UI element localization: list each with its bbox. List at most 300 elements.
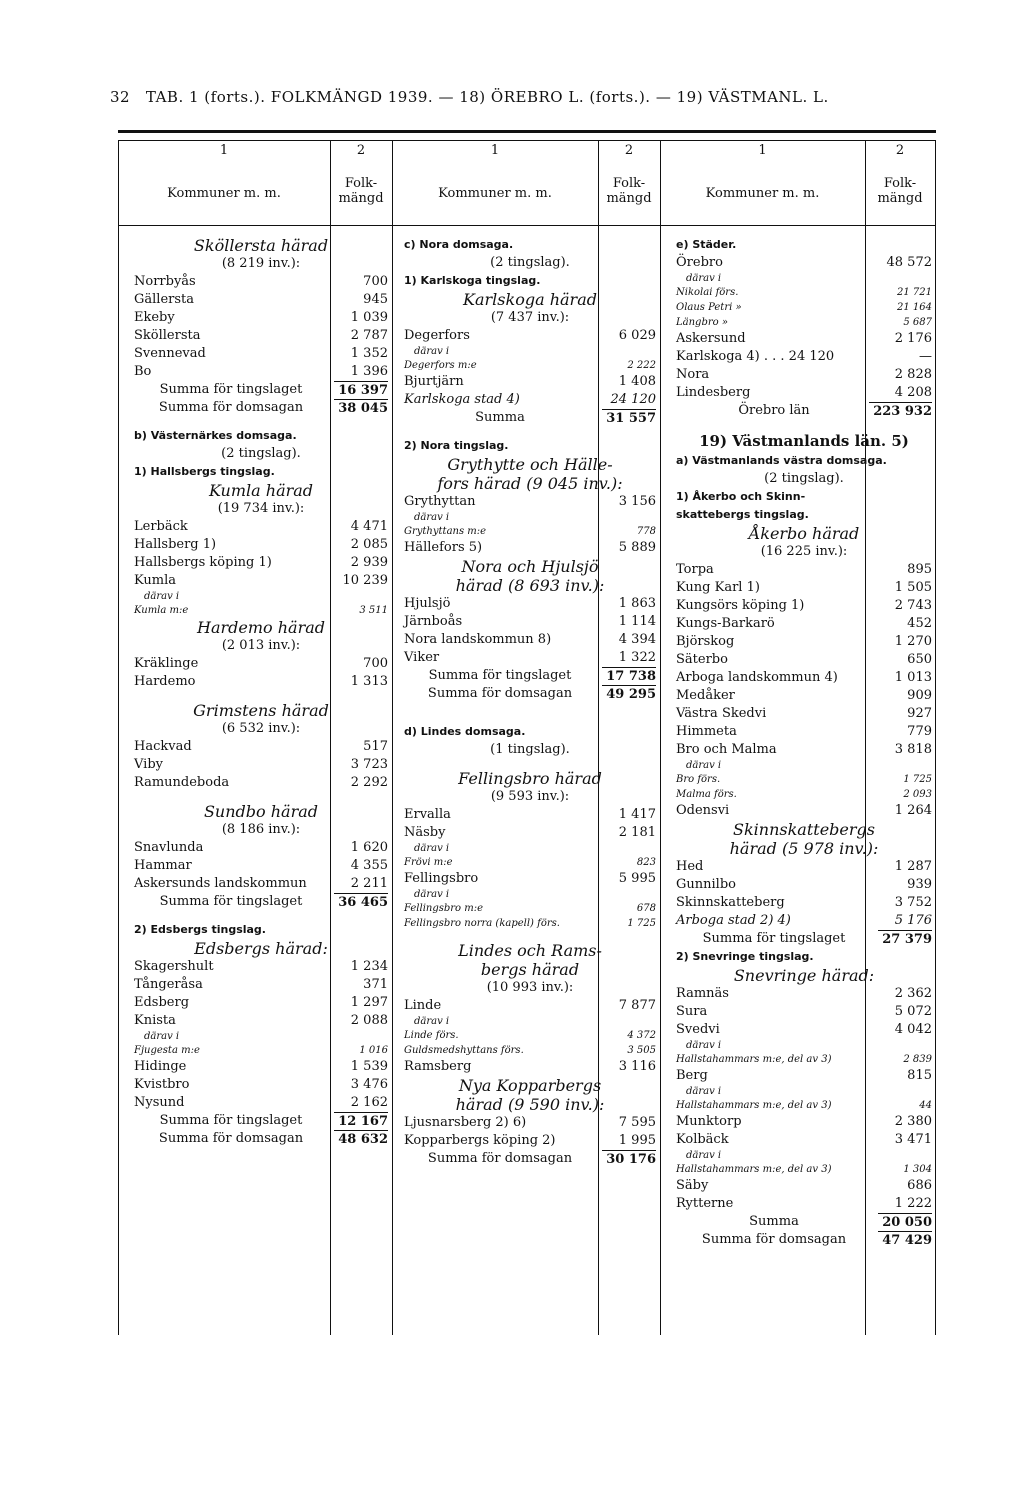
table-row [134, 363, 388, 381]
county-heading: 19) Västmanlands län. 5) [699, 432, 909, 450]
table-row [134, 1058, 388, 1076]
row-label: Edsberg [134, 995, 190, 1010]
row-label: Arboga landskommun 4) [676, 670, 838, 685]
row-value: 1 505 [894, 580, 932, 595]
spacer [404, 931, 656, 941]
row-label: därav i [686, 1040, 722, 1051]
sub-entry-row [676, 300, 932, 315]
table-row [404, 373, 656, 391]
row-label: Nikolai förs. [676, 287, 739, 298]
colhead-kommuner: Kommuner m. m. [167, 186, 281, 201]
row-label: Summa för domsagan [427, 1151, 573, 1166]
row-label: därav i [144, 1031, 180, 1042]
table-row [676, 669, 932, 687]
row-label: Kumla m:e [134, 605, 189, 616]
row-value: 3 723 [350, 757, 388, 772]
section-heading: a) Västmanlands västra domsaga. [676, 454, 887, 467]
table-row [134, 738, 388, 756]
row-label: Summa [749, 1214, 799, 1229]
table-row [676, 723, 932, 741]
district-heading: Edsbergs härad: [194, 939, 328, 958]
district-subheading: (8 219 inv.): [221, 256, 301, 271]
sum-row [404, 685, 656, 703]
row-label: Hjulsjö [404, 596, 451, 611]
row-label: Björskog [676, 634, 735, 649]
row-label: därav i [414, 889, 450, 900]
row-label: Linde förs. [404, 1030, 459, 1041]
row-label: Bro förs. [676, 774, 721, 785]
row-label: Grythyttans m:e [404, 526, 487, 537]
row-label: Ervalla [404, 807, 451, 822]
row-value: — [919, 349, 932, 364]
row-value: 21 721 [897, 287, 932, 298]
spacer [134, 911, 388, 921]
colhead-kommuner: Kommuner m. m. [705, 186, 820, 201]
district-heading: bergs härad [480, 960, 580, 979]
table-row [404, 493, 656, 511]
sum-row [676, 930, 932, 948]
row-value: 12 167 [334, 1112, 388, 1131]
row-value: 2 839 [903, 1054, 932, 1065]
row-value: 2 939 [350, 555, 388, 570]
district-subheading: (7 437 inv.): [490, 310, 570, 325]
row-value: 1 222 [894, 1196, 932, 1211]
table-row [676, 579, 932, 597]
sum-row [676, 402, 932, 420]
row-value: 650 [907, 652, 932, 667]
row-label: Gällersta [134, 292, 195, 307]
sum-row [676, 1213, 932, 1231]
row-label: Summa för tingslaget [159, 894, 303, 909]
table-row [676, 597, 932, 615]
row-label: Hallsbergs köping 1) [134, 555, 272, 570]
row-label: Askersund [676, 331, 746, 346]
spacer [676, 420, 932, 430]
district-heading: Hardemo härad [196, 618, 325, 637]
row-value: 24 120 [610, 392, 656, 407]
row-value: 48 632 [334, 1130, 388, 1149]
row-label: Sura [676, 1004, 708, 1019]
district-heading: Karlskoga härad [463, 290, 597, 309]
row-value: 47 429 [878, 1231, 932, 1250]
district-heading: Grythytte och Hälle- [447, 455, 613, 474]
row-label: Nora landskommun 8) [404, 632, 552, 647]
section-heading: b) Västernärkes domsaga. [134, 429, 297, 442]
row-value: 5 072 [894, 1004, 932, 1019]
row-label: Snavlunda [134, 840, 204, 855]
row-label: därav i [414, 346, 450, 357]
table-row [676, 615, 932, 633]
vline [935, 140, 936, 1335]
row-label: Hällefors 5) [404, 540, 483, 555]
row-value: 2 743 [894, 598, 932, 613]
row-label: Bro och Malma [676, 742, 777, 757]
row-label: Hed [676, 859, 704, 874]
spacer [404, 703, 656, 713]
row-label: Summa för domsagan [158, 400, 304, 415]
spacer [404, 713, 656, 723]
section-heading: d) Lindes domsaga. [404, 725, 526, 738]
row-label: Degerfors m:e [404, 360, 477, 371]
row-value: 1 013 [894, 670, 932, 685]
row-label: Knista [134, 1013, 176, 1028]
row-label: Längbro » [676, 317, 728, 328]
table-row [134, 273, 388, 291]
subnote-row [404, 842, 656, 855]
row-label: Summa för tingslaget [159, 1113, 303, 1128]
table-row [676, 330, 932, 348]
district-heading: Skinnskattebergs [733, 820, 875, 839]
row-value: 517 [363, 739, 388, 754]
sub-entry-row [676, 285, 932, 300]
row-value: 779 [907, 724, 932, 739]
row-label: därav i [144, 591, 180, 602]
row-value: 3 511 [359, 605, 388, 616]
table-row [134, 572, 388, 590]
row-label: därav i [414, 512, 450, 523]
sum-row [134, 1130, 388, 1148]
table-row [134, 345, 388, 363]
row-label: Näsby [404, 825, 446, 840]
vline [118, 140, 119, 1335]
row-label: Himmeta [676, 724, 737, 739]
row-label: Askersunds landskommun [134, 876, 307, 891]
district-heading: Sköllersta härad [193, 236, 329, 255]
row-label: Viker [404, 650, 440, 665]
row-label: Summa för domsagan [158, 1131, 304, 1146]
sub-entry-row [676, 772, 932, 787]
district-heading: Lindes och Rams- [458, 941, 602, 960]
sub-entry-row [676, 1052, 932, 1067]
table-row [134, 536, 388, 554]
header-bottom-rule [118, 225, 936, 226]
colhead-num: 1 [219, 143, 229, 158]
row-label: Västra Skedvi [676, 706, 767, 721]
colhead-num: 1 [490, 143, 500, 158]
sum-row [676, 1231, 932, 1249]
row-value: 30 176 [602, 1150, 656, 1169]
sub-entry-row [676, 315, 932, 330]
colhead-folkmangd: Folk- mängd [338, 176, 384, 206]
row-label: därav i [686, 1150, 722, 1161]
colhead-folkmangd: Folk- mängd [606, 176, 652, 206]
table-row [134, 327, 388, 345]
row-label: Lerbäck [134, 519, 188, 534]
row-value: 4 372 [627, 1030, 656, 1041]
sum-row [134, 381, 388, 399]
table-row [404, 824, 656, 842]
row-value: 6 029 [618, 328, 656, 343]
row-value: 452 [907, 616, 932, 631]
row-label: Kungs-Barkarö [676, 616, 775, 631]
row-value: 1 408 [618, 374, 656, 389]
table-row [676, 633, 932, 651]
row-label: Järnboås [404, 614, 463, 629]
section-heading: 1) Karlskoga tingslag. [404, 274, 541, 287]
row-value: 1 352 [350, 346, 388, 361]
row-label: Lindesberg [676, 385, 751, 400]
row-label: Summa för domsagan [701, 1232, 847, 1247]
row-label: Grythyttan [404, 494, 476, 509]
spacer [404, 427, 656, 437]
row-label: Guldsmedshyttans förs. [404, 1045, 524, 1056]
row-label: därav i [686, 760, 722, 771]
table-row [404, 595, 656, 613]
district-heading: Snevringe härad: [733, 966, 875, 985]
sub-entry-row [404, 855, 656, 870]
row-value: 1 417 [618, 807, 656, 822]
row-label: Kung Karl 1) [676, 580, 760, 595]
row-label: Skagershult [134, 959, 214, 974]
subnote-row [404, 511, 656, 524]
row-value: 3 505 [627, 1045, 656, 1056]
colhead-folkmangd: Folk- mängd [877, 176, 923, 206]
row-value: 939 [907, 877, 932, 892]
row-value: 7 595 [618, 1115, 656, 1130]
table-row [676, 741, 932, 759]
row-value: 223 932 [869, 402, 932, 421]
section-heading: skattebergs tingslag. [676, 508, 809, 521]
row-label: Linde [404, 998, 442, 1013]
row-label: Kvistbro [134, 1077, 190, 1092]
table-row [676, 687, 932, 705]
section-heading: 2) Edsbergs tingslag. [134, 923, 266, 936]
table-row [676, 894, 932, 912]
table-row [676, 705, 932, 723]
district-subheading: (2 013 inv.): [221, 638, 301, 653]
row-value: 17 738 [602, 667, 656, 686]
table-row [404, 613, 656, 631]
row-value: 3 116 [618, 1059, 656, 1074]
row-value: 1 539 [350, 1059, 388, 1074]
district-subheading: (2 tingslag). [490, 255, 570, 270]
row-value: 3 476 [350, 1077, 388, 1092]
row-value: 5 995 [618, 871, 656, 886]
row-value: 7 877 [618, 998, 656, 1013]
table-row [404, 1132, 656, 1150]
district-subheading: (2 tingslag). [764, 471, 844, 486]
spacer [404, 759, 656, 769]
district-heading: Sundbo härad [203, 802, 319, 821]
row-value: 16 397 [334, 381, 388, 400]
district-heading: Grimstens härad [193, 701, 329, 720]
section-heading: c) Nora domsaga. [404, 238, 514, 251]
table-row [404, 806, 656, 824]
sub-entry-row [404, 358, 656, 373]
row-label: därav i [686, 1086, 722, 1097]
district-heading: härad (8 693 inv.): [455, 576, 605, 595]
table-row [404, 631, 656, 649]
row-label: Berg [676, 1068, 708, 1083]
district-heading: härad (5 978 inv.): [729, 839, 879, 858]
row-value: 48 572 [886, 255, 932, 270]
district-heading: Åkerbo härad [748, 524, 860, 543]
district-subheading: (8 186 inv.): [221, 822, 301, 837]
row-label: Kräklinge [134, 656, 199, 671]
row-value: 778 [636, 526, 656, 537]
sub-entry-row [676, 787, 932, 802]
row-label: Rytterne [676, 1196, 734, 1211]
row-value: 2 362 [894, 986, 932, 1001]
row-value: 2 181 [618, 825, 656, 840]
row-value: 927 [907, 706, 932, 721]
row-label: Viby [134, 757, 163, 772]
table-row [676, 858, 932, 876]
row-label: Bjurtjärn [404, 374, 464, 389]
table-row [676, 876, 932, 894]
row-label: Svennevad [134, 346, 206, 361]
row-label: Säterbo [676, 652, 728, 667]
district-subheading: (10 993 inv.): [486, 980, 574, 995]
row-label: Ekeby [134, 310, 175, 325]
row-value: 3 752 [894, 895, 932, 910]
colhead-num: 2 [624, 143, 634, 158]
row-value: 2 088 [350, 1013, 388, 1028]
row-value: 49 295 [602, 685, 656, 704]
row-value: 909 [907, 688, 932, 703]
table-row [134, 655, 388, 673]
row-label: Kumla [134, 573, 177, 588]
district-heading: Kumla härad [208, 481, 314, 500]
district-subheading: (2 tingslag). [221, 446, 301, 461]
sum-row [134, 893, 388, 911]
spacer [134, 792, 388, 802]
row-label: Torpa [676, 562, 714, 577]
row-label: Kopparbergs köping 2) [404, 1133, 556, 1148]
row-label: Munktorp [676, 1114, 742, 1129]
row-label: Hackvad [134, 739, 192, 754]
table-row [676, 348, 932, 366]
sum-row [404, 1150, 656, 1168]
subnote-row [676, 1039, 932, 1052]
table-row [134, 554, 388, 572]
subnote-row [404, 345, 656, 358]
row-value: 2 828 [894, 367, 932, 382]
district-subheading: (6 532 inv.): [221, 721, 301, 736]
subnote-row [404, 888, 656, 901]
colhead-num: 2 [356, 143, 366, 158]
row-label: Summa för tingslaget [159, 382, 303, 397]
row-value: 1 995 [618, 1133, 656, 1148]
table-row [676, 1177, 932, 1195]
row-label: Karlskoga stad 4) [404, 392, 520, 407]
colhead-num: 1 [758, 143, 767, 158]
header-text: TAB. 1 (forts.). FOLKMÄNGD 1939. — 18) ÖREBRO L. (forts.). — 19) VÄSTMANL. L. [145, 88, 829, 106]
row-value: 4 471 [350, 519, 388, 534]
table-row [134, 1094, 388, 1112]
row-label: Fellingsbro norra (kapell) förs. [404, 918, 560, 929]
row-value: 2 787 [350, 328, 388, 343]
row-label: Hallsberg 1) [134, 537, 217, 552]
table-row [134, 1076, 388, 1094]
row-value: 1 297 [350, 995, 388, 1010]
subnote-row [134, 1030, 388, 1043]
district-heading: Nora och Hjulsjö [461, 557, 599, 576]
subnote-row [676, 759, 932, 772]
sub-entry-row [404, 901, 656, 916]
row-value: 2 292 [350, 775, 388, 790]
row-label: Malma förs. [676, 789, 737, 800]
section-heading: 1) Hallsbergs tingslag. [134, 465, 275, 478]
row-value: 1 396 [350, 364, 388, 379]
row-value: 815 [907, 1068, 932, 1083]
row-value: 945 [363, 292, 388, 307]
row-value: 2 085 [350, 537, 388, 552]
table-row [134, 1012, 388, 1030]
sub-entry-row [404, 916, 656, 931]
table-row [676, 802, 932, 820]
row-value: 31 557 [602, 409, 656, 428]
section-heading: 2) Nora tingslag. [404, 439, 509, 452]
row-label: därav i [686, 273, 722, 284]
row-value: 1 863 [618, 596, 656, 611]
table-row [404, 649, 656, 667]
row-value: 1 234 [350, 959, 388, 974]
row-label: därav i [414, 843, 450, 854]
sum-row [404, 409, 656, 427]
table-row [134, 309, 388, 327]
row-label: Kolbäck [676, 1132, 729, 1147]
row-label: Hardemo [134, 674, 196, 689]
row-value: 2 380 [894, 1114, 932, 1129]
row-value: 20 050 [878, 1213, 932, 1232]
district-heading: fors härad (9 045 inv.): [437, 474, 623, 493]
district-heading: härad (9 590 inv.): [455, 1095, 605, 1114]
column-1 [134, 236, 388, 1148]
row-value: 371 [363, 977, 388, 992]
row-value: 5 176 [894, 913, 932, 928]
row-label: Norrbyås [134, 274, 196, 289]
table-row [134, 994, 388, 1012]
district-heading: Fellingsbro härad [458, 769, 602, 788]
table-row [134, 291, 388, 309]
table-row [134, 958, 388, 976]
row-value: 36 465 [334, 893, 388, 912]
row-value: 686 [907, 1178, 932, 1193]
row-label: Ramundeboda [134, 775, 230, 790]
subnote-row [676, 272, 932, 285]
sub-entry-row [676, 1098, 932, 1113]
row-value: 1 039 [350, 310, 388, 325]
row-label: Karlskoga 4) . . . 24 120 [676, 349, 835, 364]
top-rule [118, 130, 936, 133]
row-value: 3 818 [894, 742, 932, 757]
row-value: 2 162 [350, 1095, 388, 1110]
row-value: 1 313 [350, 674, 388, 689]
vline [660, 140, 661, 1335]
row-label: därav i [414, 1016, 450, 1027]
table-row [404, 997, 656, 1015]
row-label: Örebro län [738, 403, 810, 418]
spacer [134, 691, 388, 701]
row-label: Säby [676, 1178, 709, 1193]
row-value: 5 889 [618, 540, 656, 555]
row-label: Fellingsbro [404, 871, 479, 886]
row-value: 1 270 [894, 634, 932, 649]
row-label: Frövi m:e [404, 857, 453, 868]
row-label: Sköllersta [134, 328, 201, 343]
row-label: Ljusnarsberg 2) 6) [404, 1115, 527, 1130]
district-heading: Nya Kopparbergs [458, 1076, 602, 1095]
row-value: 1 304 [903, 1164, 932, 1175]
row-value: 5 687 [903, 317, 932, 328]
row-label: Nora [676, 367, 710, 382]
row-label: Hidinge [134, 1059, 187, 1074]
row-value: 2 093 [903, 789, 932, 800]
row-label: Summa för tingslaget [428, 668, 572, 683]
row-label: Degerfors [404, 328, 470, 343]
table-row [134, 774, 388, 792]
